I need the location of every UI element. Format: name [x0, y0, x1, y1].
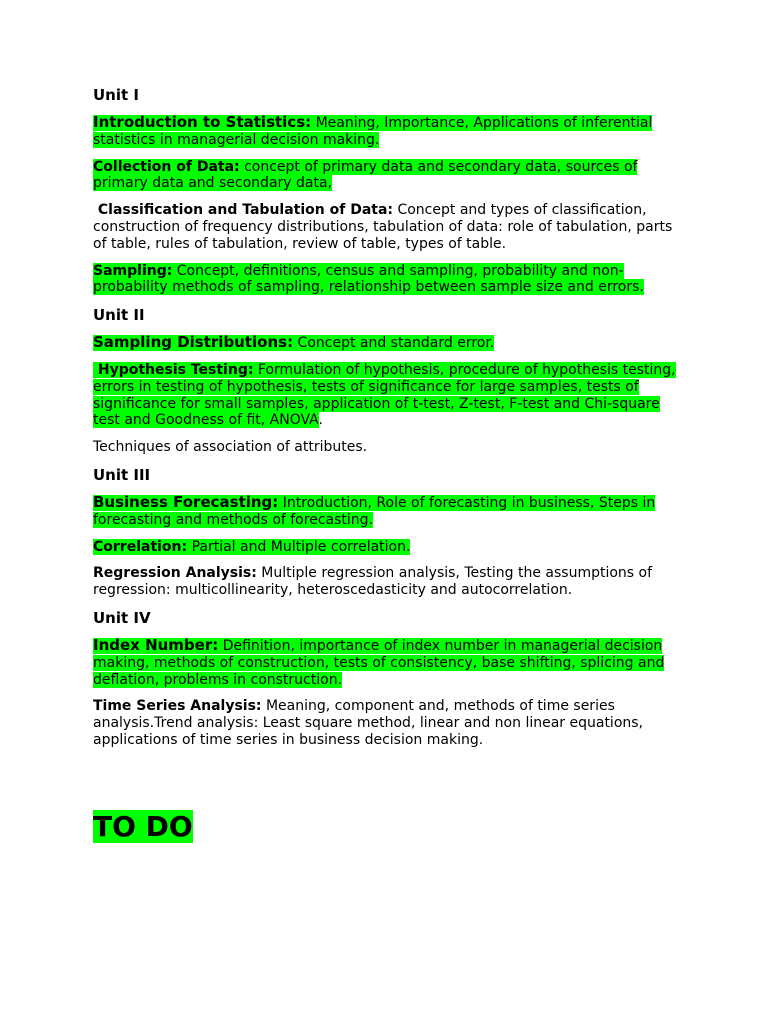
topic-highlight	[93, 263, 644, 296]
topic-highlight	[93, 362, 676, 428]
topic-paragraph	[93, 539, 678, 556]
topic-paragraph	[93, 159, 678, 193]
topic-paragraph	[93, 114, 678, 149]
topic-label: Sampling:	[93, 262, 173, 279]
topic-text: Concept and types of classification, construction of frequency distributions, tabulation of data: role of tabulation, parts of table, rules of tabulation, review of table, types of table.	[93, 202, 673, 252]
todo-heading	[93, 810, 193, 844]
topic-label: Collection of Data:	[93, 158, 240, 175]
topic-highlight	[93, 492, 656, 528]
topic-paragraph	[93, 494, 678, 529]
syllabus-document	[93, 86, 678, 759]
topic-text: Formulation of hypothesis, procedure of hypothesis testing, errors in testing of hypothesis, tests of significance for large samples, tests of significance for small samples, application of t-test, Z-test, F-test and Chi-square test and Goodness of fit, ANOVA	[93, 361, 676, 429]
topic-paragraph	[93, 202, 678, 252]
topic-label: Correlation:	[93, 538, 188, 555]
topic-highlight	[93, 115, 652, 148]
topic-label: Regression Analysis:	[93, 565, 257, 582]
todo-highlight: TO DO	[93, 810, 193, 843]
topic-paragraph	[93, 334, 678, 352]
topic-tail: .	[318, 412, 323, 429]
topic-label: Hypothesis Testing:	[93, 361, 254, 378]
topic-text: Meaning, Importance, Applications of inferential statistics in managerial decision making.	[93, 115, 653, 148]
topic-highlight	[93, 159, 637, 192]
topic-paragraph	[93, 698, 678, 748]
topic-text: Meaning, component and, methods of time series analysis.Trend analysis: Least square method, linear and non linear equations, applications of time series in business decision making.	[93, 698, 644, 748]
topic-label: Time Series Analysis:	[93, 698, 262, 715]
topic-label: Classification and Tabulation of Data:	[93, 202, 394, 219]
topic-paragraph	[93, 637, 678, 688]
topic-text: Concept and standard error.	[293, 335, 495, 352]
topic-paragraph	[93, 362, 678, 429]
topic-text: Definition, importance of index number in managerial decision making, methods of construction, tests of consistency, base shifting, splicing and deflation, problems in construction.	[93, 637, 665, 688]
topic-text: Introduction, Role of forecasting in business, Steps in forecasting and methods of forecasting.	[93, 494, 656, 528]
topic-text: Concept, definitions, census and sampling, probability and non-probability methods of sampling, relationship between sample size and errors.	[93, 262, 644, 296]
topic-label: Index Number:	[93, 635, 219, 654]
topic-paragraph	[93, 565, 678, 599]
topic-text: Techniques of association of attributes.	[93, 439, 368, 456]
topic-text: Partial and Multiple correlation.	[187, 538, 411, 555]
topic-text: concept of primary data and secondary data, sources of primary data and secondary data,	[93, 158, 638, 192]
topic-highlight	[93, 635, 665, 688]
topic-paragraph	[93, 439, 678, 456]
unit-heading: Unit III	[93, 465, 151, 484]
topic-highlight	[93, 539, 410, 555]
topic-paragraph	[93, 263, 678, 297]
topic-label: Introduction to Statistics:	[93, 113, 312, 131]
topic-label: Business Forecasting:	[93, 492, 279, 511]
unit-heading: Unit IV	[93, 608, 151, 627]
unit-heading: Unit II	[93, 306, 145, 325]
topic-highlight	[93, 335, 494, 351]
unit-heading: Unit I	[93, 86, 139, 104]
topic-label: Sampling Distributions:	[93, 333, 294, 352]
topic-text: Multiple regression analysis, Testing the assumptions of regression: multicollinearity, heteroscedasticity and autocorrelation.	[93, 565, 653, 599]
